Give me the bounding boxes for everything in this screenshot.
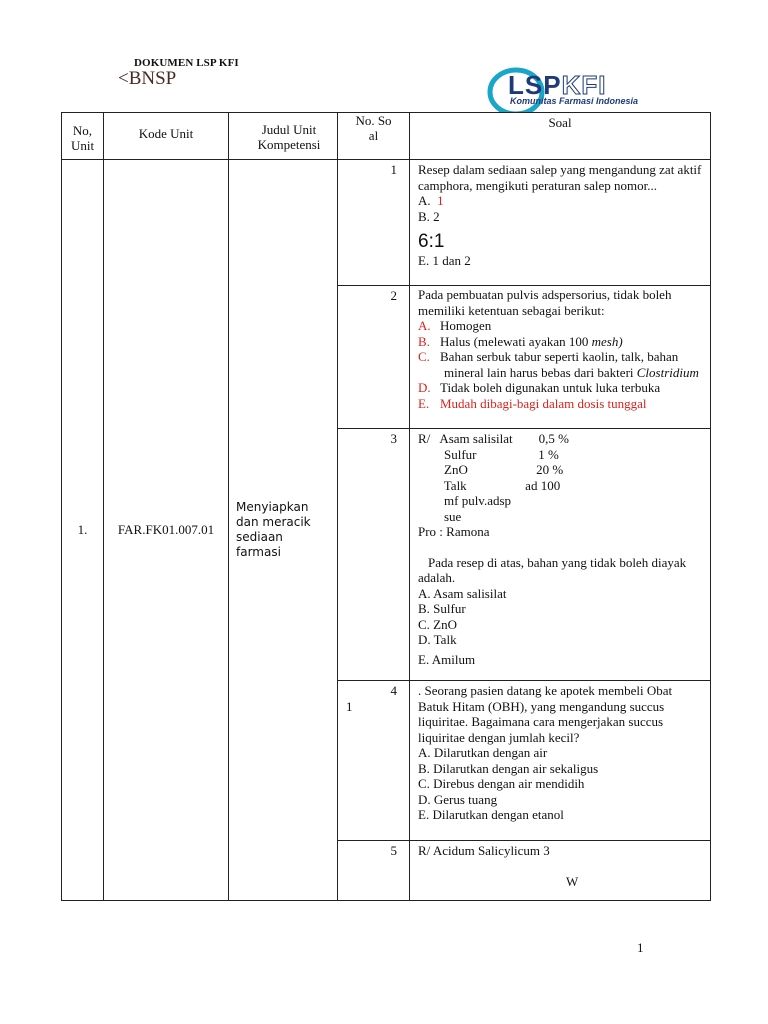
option-c: C. ZnO — [418, 616, 457, 632]
bnsp-label: <BNSP — [118, 68, 177, 89]
option-e: E. Dilarutkan dengan etanol — [418, 807, 564, 822]
option-d: D. Talk — [418, 632, 457, 647]
header-soal: Soal — [410, 113, 711, 160]
option-e: E. Amilum — [418, 651, 476, 667]
option-d: D. Gerus tuang — [418, 791, 498, 807]
question-text: Pada pembuatan pulvis adspersorius, tidak boleh memiliki ketentuan sebagai berikut: — [418, 287, 672, 318]
question-number: 3 — [338, 429, 410, 681]
ratio-text: 6:1 — [418, 231, 445, 252]
header-no-soal: No. So al — [338, 113, 410, 160]
unit-title: Menyiapkan dan meracik sediaan farmasi — [229, 160, 338, 901]
prescription-line: Sulfur 1 % — [418, 446, 559, 462]
patient-name: Pro : Ramona — [418, 524, 490, 539]
unit-number: 1. — [62, 160, 104, 901]
question-text: Resep dalam sediaan salep yang mengandung zat aktif camphora, mengikuti peraturan salep nomor... — [418, 162, 702, 193]
unit-code: FAR.FK01.007.01 — [104, 160, 229, 901]
option-b: B. Sulfur — [418, 601, 466, 616]
option-b: B. Dilarutkan dengan air sekaligus — [418, 760, 599, 776]
prescription-line: Talk ad 100 — [418, 477, 561, 493]
option-a: A. Asam salisilat — [418, 585, 507, 601]
question-number: 2 — [338, 286, 410, 429]
question-4 — [410, 681, 711, 841]
question-1 — [410, 160, 711, 286]
header-no-unit: No, Unit — [62, 113, 104, 160]
option-e: E. 1 dan 2 — [418, 252, 471, 268]
page-number: 1 — [637, 940, 644, 955]
header-kode-unit: Kode Unit — [104, 113, 229, 160]
question-2 — [410, 286, 711, 429]
prescription-unit: W — [566, 873, 579, 889]
prescription-line: R/ Asam salisilat 0,5 % — [418, 431, 569, 446]
option-a: A. 1 — [418, 193, 444, 208]
table-row — [62, 160, 711, 286]
option-b: B. Halus (melewati ayakan 100 mesh) — [418, 333, 623, 349]
question-text: R/ Acidum Salicylicum 3 — [418, 843, 550, 858]
question-table — [61, 112, 711, 901]
question-number: 4 1 — [338, 681, 410, 841]
question-text: Pada resep di atas, bahan yang tidak boleh diayak adalah. — [418, 554, 687, 585]
option-c-continued: mineral lain harus bebas dari bakteri Clostridium — [444, 364, 699, 380]
question-3 — [410, 429, 711, 681]
logo-kfi: KFI — [561, 70, 607, 100]
question-5 — [410, 841, 711, 901]
header-judul-unit: Judul Unit Kompetensi — [229, 113, 338, 160]
option-d: D. Tidak boleh digunakan untuk luka terbuka — [418, 380, 661, 395]
prescription-line: sue — [418, 508, 462, 524]
question-number: 1 — [338, 160, 410, 286]
prescription-line: mf pulv.adsp — [418, 493, 512, 508]
document-label: DOKUMEN LSP KFI — [134, 57, 239, 69]
question-text: . Seorang pasien datang ke apotek membeli Obat Batuk Hitam (OBH), yang mengandung succus liquiritae. Bagaimana cara mengerjakan succus liquiritae dengan jumlah kecil? — [418, 683, 673, 745]
logo-lsp: LSP — [508, 70, 562, 100]
logo-subtitle: Komunitas Farmasi Indonesia — [510, 96, 639, 106]
option-a: A. Dilarutkan dengan air — [418, 745, 548, 760]
option-b: B. 2 — [418, 208, 440, 224]
option-a: A. Homogen — [418, 318, 492, 333]
question-number: 5 — [338, 841, 410, 901]
option-e: E. Mudah dibagi-bagi dalam dosis tunggal — [418, 395, 647, 411]
prescription-line: ZnO 20 % — [418, 462, 564, 477]
option-c: C. Bahan serbuk tabur seperti kaolin, talk, bahan — [418, 349, 679, 364]
option-c: C. Direbus dengan air mendidih — [418, 776, 585, 791]
table-header-row — [62, 113, 711, 160]
